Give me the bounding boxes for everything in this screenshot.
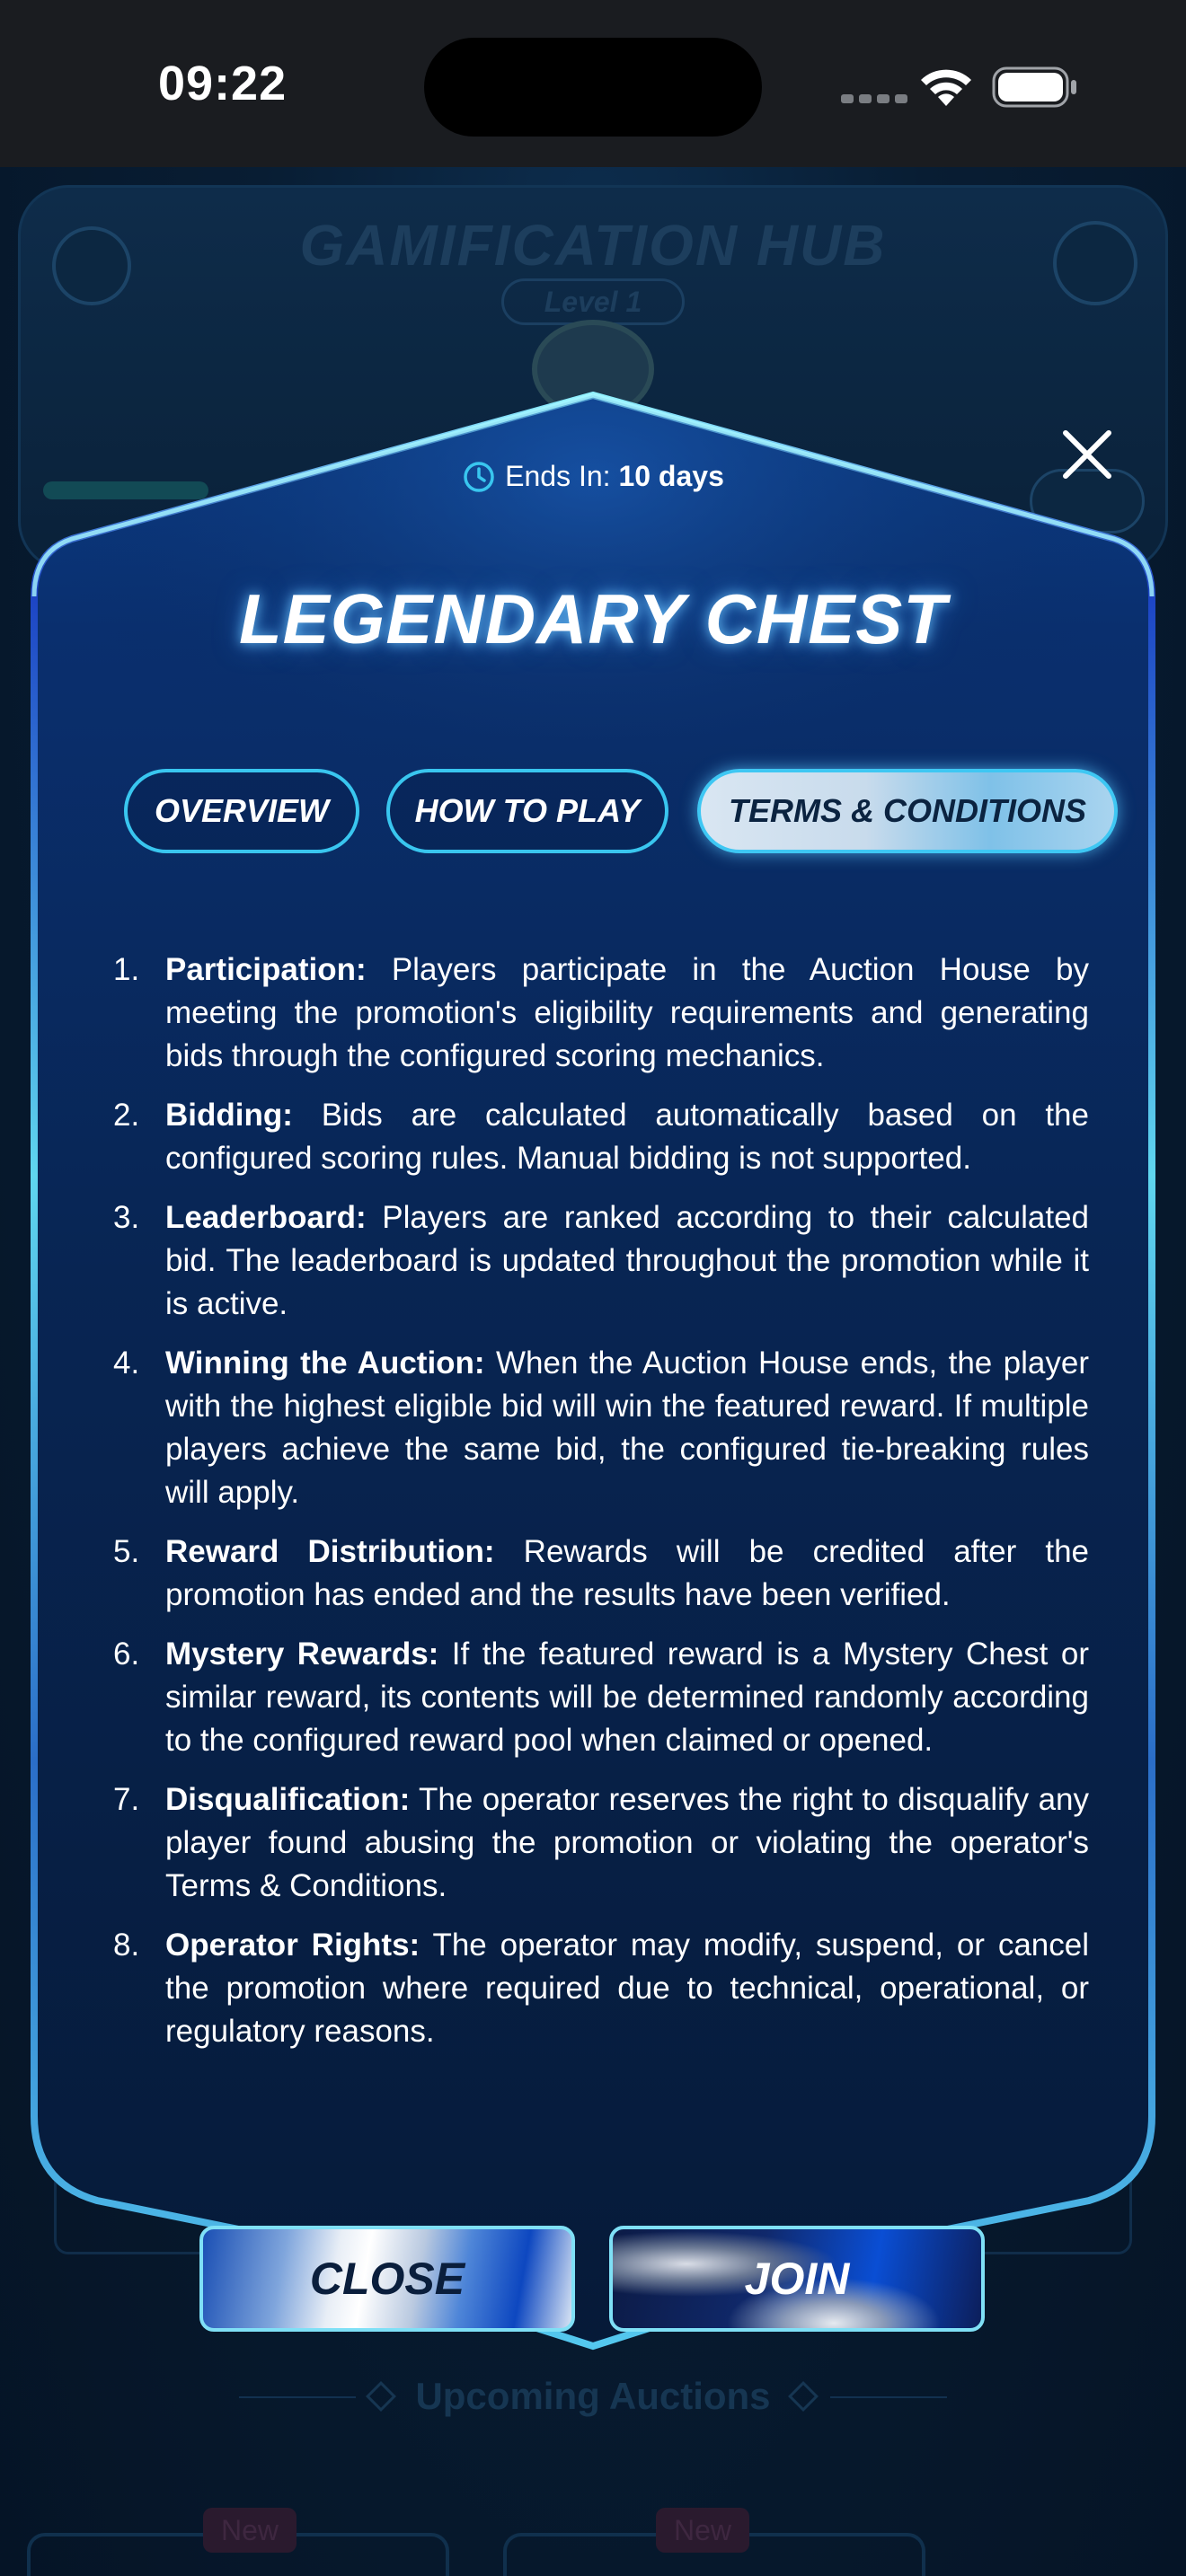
tab-how-to-play[interactable]: HOW TO PLAY	[386, 769, 668, 853]
term-text: The operator reserves the right to disqualify any player found abusing the promotion or violating the operator's Terms & Conditions.	[165, 1782, 1089, 1903]
hub-level-badge: Level 1	[501, 278, 685, 325]
close-x-icon[interactable]	[1060, 428, 1114, 481]
term-text: Rewards will be credited after the promotion has ended and the results have been verified.	[165, 1534, 1089, 1612]
upcoming-auctions-label: Upcoming Auctions	[415, 2375, 771, 2417]
ends-in-timer	[0, 458, 1186, 494]
term-item: 4. Winning the Auction: When the Auction House ends, the player with the highest eligible bid will win the featured reward. If multiple players achieve the same bid, the configured tie-breaking rules will apply.	[113, 1345, 1089, 1510]
tab-terms-conditions[interactable]: TERMS & CONDITIONS	[697, 769, 1118, 853]
join-button[interactable]: JOIN	[609, 2226, 985, 2332]
term-item: 6. Mystery Rewards: If the featured reward is a Mystery Chest or similar reward, its contents will be determined randomly according to the configured reward pool when claimed or opened.	[113, 1636, 1089, 1758]
new-tag: New	[203, 2508, 296, 2553]
clock-icon	[462, 460, 496, 494]
tab-overview[interactable]: OVERVIEW	[124, 769, 359, 853]
term-heading: Mystery Rewards:	[165, 1636, 439, 1672]
term-heading: Bidding:	[165, 1098, 293, 1133]
ends-in-value: 10 days	[618, 460, 724, 493]
term-text: Players participate in the Auction House by meeting the promotion's eligibility requirements and generating bids through the configured scoring mechanics.	[165, 952, 1089, 1073]
term-heading: Leaderboard:	[165, 1200, 367, 1235]
modal-title: LEGENDARY CHEST	[239, 579, 947, 658]
term-text: Players are ranked according to their calculated bid. The leaderboard is updated throughout the promotion while it is active.	[165, 1200, 1089, 1321]
close-button[interactable]: CLOSE	[199, 2226, 575, 2332]
term-heading: Reward Distribution:	[165, 1534, 495, 1569]
term-item: 2. Bidding: Bids are calculated automatically based on the configured scoring rules. Manual bidding is not supported.	[113, 1098, 1089, 1176]
hub-title: GAMIFICATION HUB	[299, 213, 887, 278]
term-text: When the Auction House ends, the player with the highest eligible bid will win the featured reward. If multiple players achieve the same bid, the configured tie-breaking rules will apply.	[165, 1345, 1089, 1510]
new-tag: New	[656, 2508, 749, 2553]
term-text: Bids are calculated automatically based on the configured scoring rules. Manual bidding is not supported.	[165, 1098, 1089, 1176]
term-text: If the featured reward is a Mystery Chest or similar reward, its contents will be determined randomly according to the configured reward pool when claimed or opened.	[165, 1636, 1089, 1758]
term-heading: Disqualification:	[165, 1782, 411, 1817]
terms-list	[99, 948, 1089, 2069]
term-item: 3. Leaderboard: Players are ranked according to their calculated bid. The leaderboard is updated throughout the promotion while it is active.	[113, 1200, 1089, 1321]
term-heading: Participation:	[165, 952, 367, 987]
term-heading: Operator Rights:	[165, 1928, 420, 1963]
term-heading: Winning the Auction:	[165, 1345, 485, 1381]
term-item: 1. Participation: Players participate in the Auction House by meeting the promotion's eligibility requirements and generating bids through the configured scoring mechanics.	[113, 952, 1089, 1073]
term-text: The operator may modify, suspend, or cancel the promotion where required due to technical, operational, or regulatory reasons.	[165, 1928, 1089, 2049]
term-item: 8. Operator Rights: The operator may modify, suspend, or cancel the promotion where required due to technical, operational, or regulatory reasons.	[113, 1928, 1089, 2049]
ends-in-label: Ends In:	[505, 460, 611, 493]
term-item: 7. Disqualification: The operator reserves the right to disqualify any player found abusing the promotion or violating the operator's Terms & Conditions.	[113, 1782, 1089, 1903]
term-item: 5. Reward Distribution: Rewards will be credited after the promotion has ended and the results have been verified.	[113, 1534, 1089, 1612]
status-time: 09:22	[158, 57, 288, 110]
